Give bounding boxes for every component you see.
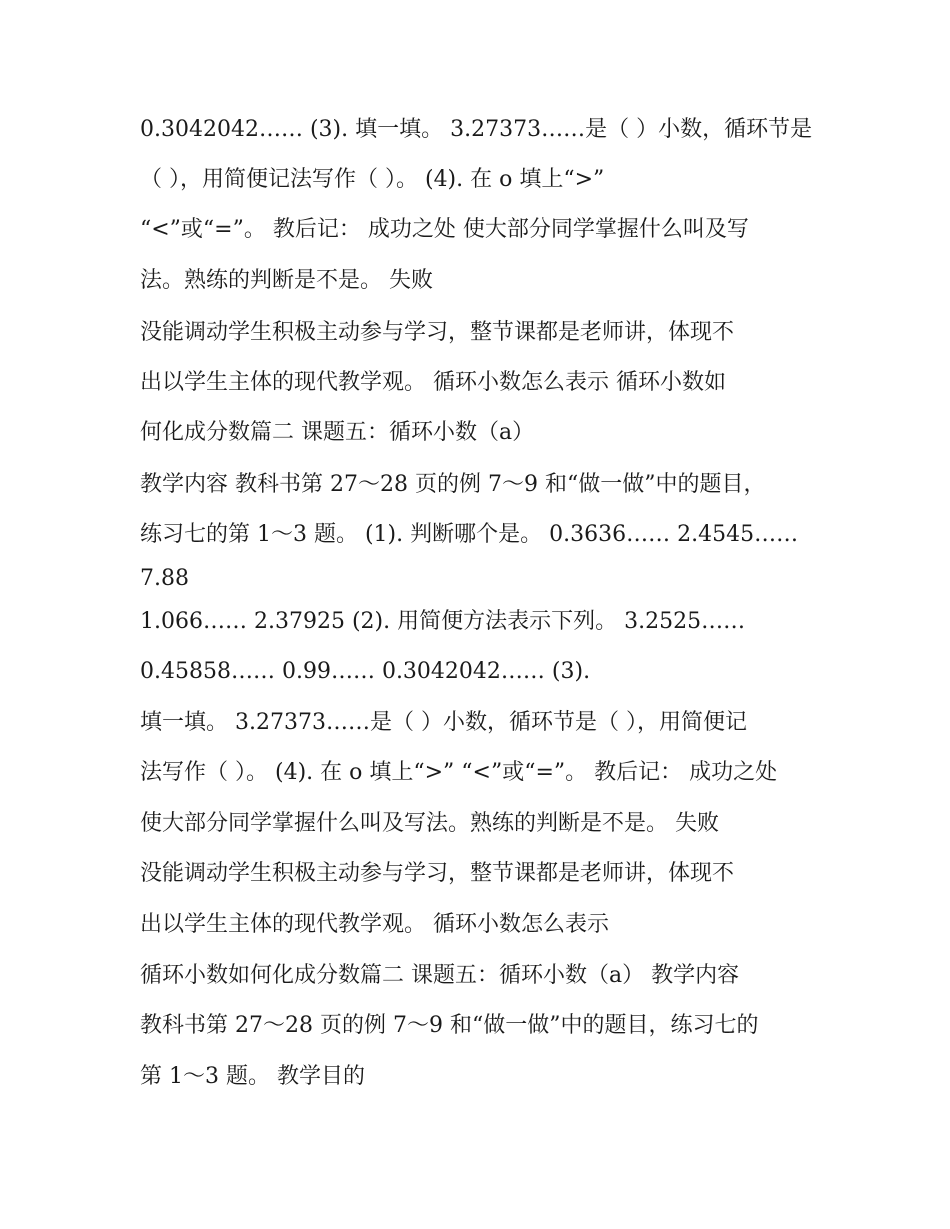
- text-line: 填一填。 3.27373……是（ ）小数，循环节是（ ），用简便记: [140, 710, 747, 735]
- text-line: 使大部分同学掌握什么叫及写法。熟练的判断是不是。 失败: [140, 811, 719, 836]
- text-line: 教科书第 27～28 页的例 7～9 和“做一做”中的题目，练习七的: [140, 1013, 759, 1038]
- text-line: 0.3042042…… (3). 填一填。 3.27373……是（ ）小数，循环节是: [140, 117, 813, 142]
- text-line: 0.45858…… 0.99…… 0.3042042…… (3).: [140, 659, 591, 684]
- text-line: 教学内容 教科书第 27～28 页的例 7～9 和“做一做”中的题目，: [140, 472, 766, 497]
- text-line: （ ），用简便记法写作（ ）。 (4). 在 o 填上“>”: [140, 167, 605, 192]
- text-line: 何化成分数篇二 课题五：循环小数（a）: [140, 420, 535, 445]
- text-line: 没能调动学生积极主动参与学习，整节课都是老师讲，体现不: [140, 861, 735, 886]
- text-line: “<”或“=”。 教后记： 成功之处 使大部分同学掌握什么叫及写: [140, 217, 749, 242]
- text-line: 循环小数如何化成分数篇二 课题五：循环小数（a） 教学内容: [140, 963, 740, 988]
- text-line: 7.88: [140, 566, 189, 591]
- text-line: 法写作（ ）。 (4). 在 o 填上“>” “<”或“=”。 教后记： 成功之处: [140, 760, 778, 785]
- text-line: 1.066…… 2.37925 (2). 用简便方法表示下列。 3.2525……: [140, 609, 746, 634]
- text-line: 出以学生主体的现代教学观。 循环小数怎么表示 循环小数如: [140, 370, 726, 395]
- text-line: 练习七的第 1～3 题。 (1). 判断哪个是。 0.3636…… 2.4545……: [140, 522, 799, 547]
- text-line: 第 1～3 题。 教学目的: [140, 1064, 365, 1089]
- text-line: 法。熟练的判断是不是。 失败: [140, 268, 433, 293]
- text-line: 出以学生主体的现代教学观。 循环小数怎么表示: [140, 912, 609, 937]
- text-line: 没能调动学生积极主动参与学习，整节课都是老师讲，体现不: [140, 320, 735, 345]
